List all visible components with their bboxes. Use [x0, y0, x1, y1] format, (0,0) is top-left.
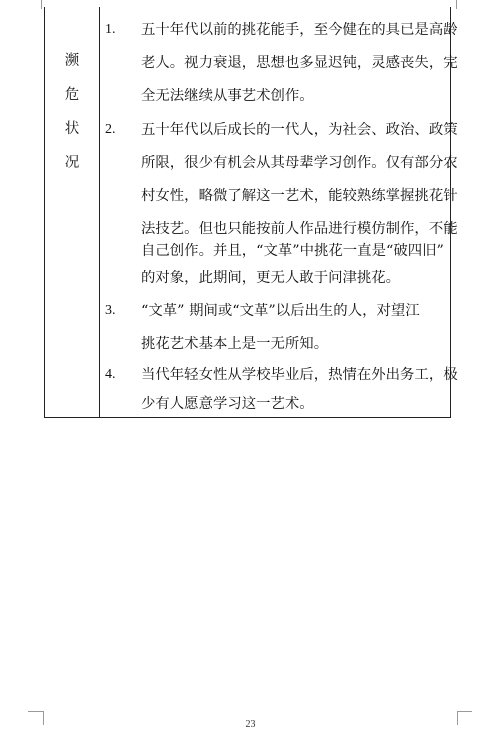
label-char: 状 — [64, 121, 80, 137]
list-item-line: 自己创作。并且，“文革”中挑花一直是“破四旧” — [141, 243, 444, 259]
list-number: 3. — [105, 303, 116, 318]
list-item-line: 五十年代以前的挑花能手，至今健在的具已是高龄 — [141, 22, 458, 38]
list-item-line: 村女性，略微了解这一艺术，能较熟练掌握挑花针 — [141, 188, 458, 204]
list-item-line: 法技艺。但也只能按前人作品进行模仿制作，不能 — [141, 221, 458, 237]
label-char: 危 — [64, 87, 80, 103]
list-item-line: 所限，很少有机会从其母辈学习创作。仅有部分农 — [141, 155, 458, 171]
list-number: 4. — [105, 367, 116, 382]
page-number: 23 — [245, 719, 256, 730]
list-item-line: 全无法继续从事艺术创作。 — [141, 88, 314, 104]
content-cell — [100, 7, 458, 417]
list-item-line: 的对象，此期间，更无人敢于问津挑花。 — [141, 270, 401, 286]
list-number: 2. — [105, 122, 116, 137]
list-item-line: 老人。视力衰退，思想也多显迟钝，灵感丧失，完 — [141, 55, 458, 71]
endangered-status-table — [44, 7, 458, 418]
crop-mark-top-right-v — [456, 0, 457, 9]
label-cell — [45, 7, 99, 417]
list-item-line: 少有人愿意学习这一艺术。 — [141, 396, 314, 412]
label-char: 濒 — [64, 53, 80, 69]
list-item-line: 当代年轻女性从学校毕业后，热情在外出务工，极 — [141, 367, 458, 383]
label-char: 况 — [64, 155, 80, 171]
crop-mark-bottom-left-h — [28, 711, 43, 712]
list-item-line: “文革” 期间或“文革”以后出生的人，对望江 — [141, 303, 420, 319]
crop-mark-bottom-right-h — [457, 711, 472, 712]
crop-mark-top-left-v — [41, 0, 42, 9]
list-number: 1. — [105, 22, 116, 37]
list-item-line: 挑花艺术基本上是一无所知。 — [141, 336, 329, 352]
list-item-line: 五十年代以后成长的一代人，为社会、政治、政策 — [141, 122, 458, 138]
